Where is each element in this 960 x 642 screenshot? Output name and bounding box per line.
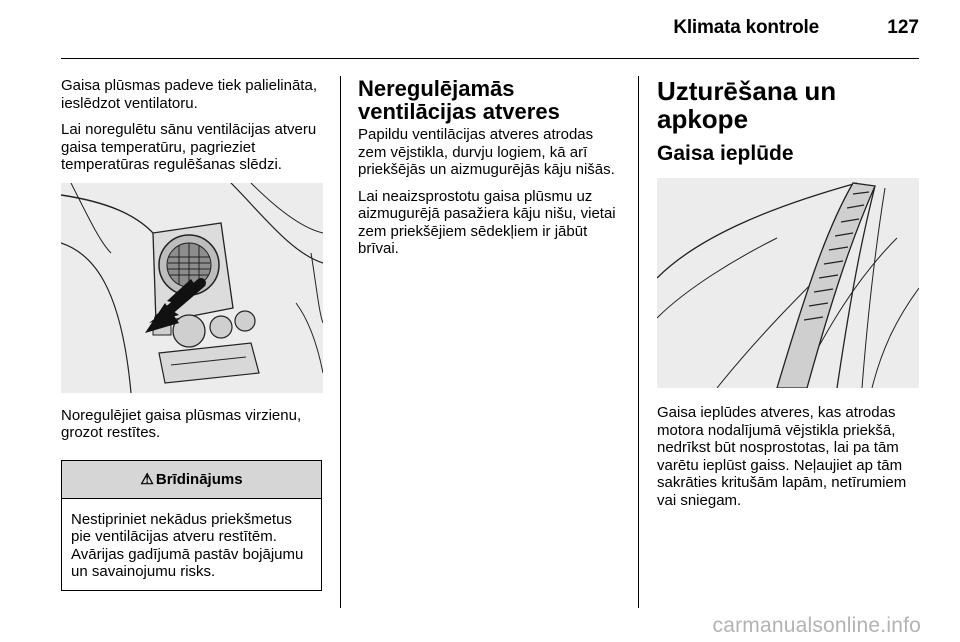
paragraph-vents-location: Papildu ventilācijas atveres atrodas zem vējstikla, durvju logiem, kā arī priekšējās un aizmugurējās kāju nišās.	[358, 126, 615, 178]
column-divider-1	[340, 76, 341, 608]
warning-text: Nestipriniet nekādus priekšmetus pie ventilācijas atveru restītēm. Avārijas gadījumā pastāv bojājumu un savainojumu risks.	[71, 510, 304, 580]
image-caption: Noregulējiet gaisa plūsmas virzienu, grozot restītes.	[61, 406, 302, 441]
warning-body	[62, 499, 321, 590]
paragraph-temperature: Lai noregulētu sānu ventilācijas atveru gaisa temperatūru, pagrieziet temperatūras regulēšanas slēdzi.	[61, 121, 317, 173]
page-number: 127	[887, 17, 919, 38]
warning-title: Brīdinājums	[155, 470, 243, 488]
paragraph-vents-airflow: Lai neaizsprostotu gaisa plūsmu uz aizmugurējā pasažiera kāju nišu, vietai zem priekšējiem sēdekļiem ir jābūt brīvai.	[358, 187, 616, 257]
section-heading-vents: Neregulējamās ventilācijas atveres	[358, 76, 560, 124]
subheading-air-intake: Gaisa ieplūde	[657, 142, 794, 165]
paragraph-fan: Gaisa plūsmas padeve tiek palielināta, ieslēdzot ventilatoru.	[61, 77, 317, 112]
header-divider	[61, 58, 919, 59]
column-3	[657, 77, 919, 518]
column-2	[358, 77, 618, 267]
section-heading-maintenance: Uzturēšana un apkope	[657, 76, 837, 134]
vent-illustration	[61, 183, 323, 393]
column-1	[61, 77, 323, 591]
warning-box	[61, 460, 322, 591]
air-intake-illustration	[657, 178, 919, 388]
watermark: carmanualsonline.info	[712, 614, 921, 637]
paragraph-air-intake: Gaisa ieplūdes atveres, kas atrodas motora nodalījumā vējstikla priekšā, nedrīkst būt nosprostotas, lai pa tām varētu ieplūst gaiss. Neļaujiet ap tām sakrāties kritušām lapām, netīrumiem vai sniegam.	[657, 404, 907, 509]
column-divider-2	[638, 76, 639, 608]
page-header-title: Klimata kontrole	[673, 17, 819, 38]
warning-header	[62, 461, 321, 499]
warning-triangle-icon: ⚠	[140, 471, 154, 488]
